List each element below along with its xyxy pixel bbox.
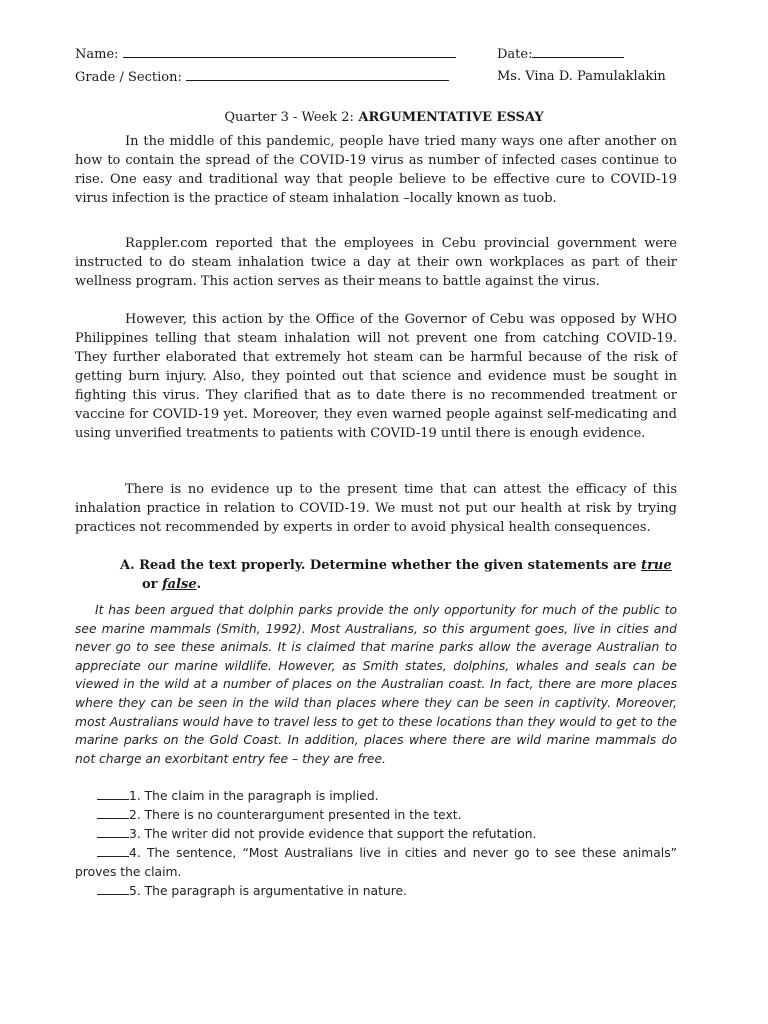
grade-section-field (75, 69, 449, 85)
false-word: false (162, 577, 197, 592)
date-field (497, 46, 624, 62)
statement-text: 1. The claim in the paragraph is implied. (129, 789, 379, 803)
grade-blank (186, 69, 449, 81)
statement-text: 4. The sentence, “Most Australians live in cities and never go to see these animals” proves the claim. (75, 846, 677, 879)
instruction-period: . (196, 577, 202, 592)
true-word: true (641, 558, 672, 573)
list-item (75, 787, 677, 806)
title-prefix: Quarter 3 - Week 2: (224, 110, 354, 125)
or-word: or (142, 577, 158, 592)
paragraph-1: In the middle of this pandemic, people have tried many ways one after another on how to contain the spread of the COVID-19 virus as number of infected cases continue to rise. One easy and traditional way that people believe to be effective cure to COVID-19 virus infection is the practice of steam inhalation –locally known as tuob. (75, 134, 677, 206)
reading-passage: It has been argued that dolphin parks provide the only opportunity for much of the public to see marine mammals (Smith, 1992). Most Australians, so this argument goes, live in cities and never go to see these animals. It is claimed that marine parks allow the average Australian to appreciate our marine wildlife. However, as Smith states, dolphins, whales and seals can be viewed in the wild at a number of places on the Australian coast. In fact, there are more places where they can be seen in the wild than places where they can be seen in captivity. Moreover, most Australians would have to travel less to get to these locations than they would to get to the marine parks on the Gold Coast. In addition, places where there are wild marine mammals do not charge an exorbitant entry fee – they are free. (75, 603, 677, 766)
answer-blank[interactable] (97, 845, 129, 857)
list-item (75, 806, 677, 825)
list-item (75, 825, 677, 844)
list-item (75, 844, 677, 882)
statement-text: 3. The writer did not provide evidence that support the refutation. (129, 827, 537, 841)
name-label: Name: (75, 47, 119, 62)
answer-blank[interactable] (97, 807, 129, 819)
statement-list (75, 787, 677, 901)
section-a-instruction (120, 556, 680, 594)
list-item (75, 882, 677, 901)
teacher-name: Ms. Vina D. Pamulaklakin (497, 69, 666, 84)
answer-blank[interactable] (97, 788, 129, 800)
instruction-text: A. Read the text properly. Determine whether the given statements are (120, 558, 637, 573)
paragraph-2: Rappler.com reported that the employees in Cebu provincial government were instructed to do steam inhalation twice a day at their own workplaces as part of their wellness program. This action serves as their means to battle against the virus. (75, 236, 677, 289)
grade-label: Grade / Section: (75, 70, 182, 85)
answer-blank[interactable] (97, 826, 129, 838)
title-main: ARGUMENTATIVE ESSAY (358, 110, 544, 125)
statement-text: 2. There is no counterargument presented in the text. (129, 808, 462, 822)
name-field (75, 46, 456, 62)
answer-blank[interactable] (97, 883, 129, 895)
statement-text: 5. The paragraph is argumentative in nature. (129, 884, 407, 898)
page-title (0, 110, 768, 125)
date-blank (532, 46, 624, 58)
date-label: Date: (497, 47, 533, 62)
paragraph-4: There is no evidence up to the present time that can attest the efficacy of this inhalation practice in relation to COVID-19. We must not put our health at risk by trying practices not recommended by experts in order to avoid physical health consequences. (75, 482, 677, 535)
paragraph-3: However, this action by the Office of the Governor of Cebu was opposed by WHO Philippines telling that steam inhalation will not prevent one from catching COVID-19. They further elaborated that extremely hot steam can be harmful because of the risk of getting burn injury. Also, they pointed out that science and evidence must be sought in fighting this virus. They clarified that as to date there is no recommended treatment or vaccine for COVID-19 yet. Moreover, they even warned people against self-medicating and using unverified treatments to patients with COVID-19 until there is enough evidence. (75, 312, 677, 441)
name-blank (123, 46, 456, 58)
